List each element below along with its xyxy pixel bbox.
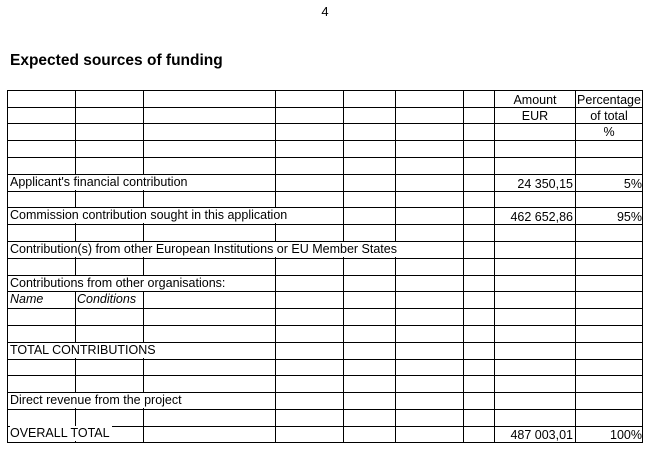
column-divider <box>343 91 344 442</box>
page-number: 4 <box>321 4 329 19</box>
eu-institutions-label: Contribution(s) from other European Institutions or EU Member States <box>10 242 397 256</box>
row-divider <box>8 308 642 309</box>
commission-amount: 462 652,86 <box>510 210 573 224</box>
row-divider <box>8 123 642 124</box>
row-divider <box>8 359 642 360</box>
commission-percent: 95% <box>616 210 642 224</box>
percentage-subheader: of total <box>590 109 628 123</box>
applicant-percent: 5% <box>623 177 642 191</box>
other-orgs-label: Contributions from other organisations: <box>10 276 226 290</box>
percentage-header: Percentage <box>577 93 641 107</box>
funding-table <box>7 90 643 443</box>
amount-header: Amount <box>513 93 557 107</box>
name-column-label: Name <box>10 292 44 306</box>
column-divider <box>275 91 276 442</box>
row-divider <box>8 375 642 376</box>
percentage-unit: % <box>603 125 615 139</box>
column-divider <box>75 91 76 442</box>
overall-total-label: OVERALL TOTAL <box>10 426 110 440</box>
row-divider <box>8 258 642 259</box>
row-divider <box>8 325 642 326</box>
column-divider <box>143 91 144 442</box>
direct-revenue-label: Direct revenue from the project <box>10 393 182 407</box>
total-contributions-label: TOTAL CONTRIBUTIONS <box>10 343 156 357</box>
row-divider <box>8 107 642 108</box>
row-divider <box>8 140 642 141</box>
applicant-amount: 24 350,15 <box>517 177 573 191</box>
amount-currency: EUR <box>521 109 549 123</box>
column-divider <box>494 91 495 442</box>
column-divider <box>463 91 464 442</box>
page-title: Expected sources of funding <box>10 52 223 69</box>
row-divider <box>8 409 642 410</box>
applicant-label: Applicant's financial contribution <box>10 175 188 189</box>
commission-label: Commission contribution sought in this application <box>10 208 288 222</box>
row-divider <box>8 157 642 158</box>
column-divider <box>395 91 396 442</box>
overall-total-amount: 487 003,01 <box>510 428 573 442</box>
overall-total-percent: 100% <box>610 428 642 442</box>
conditions-column-label: Conditions <box>77 292 137 306</box>
column-divider <box>575 91 576 442</box>
